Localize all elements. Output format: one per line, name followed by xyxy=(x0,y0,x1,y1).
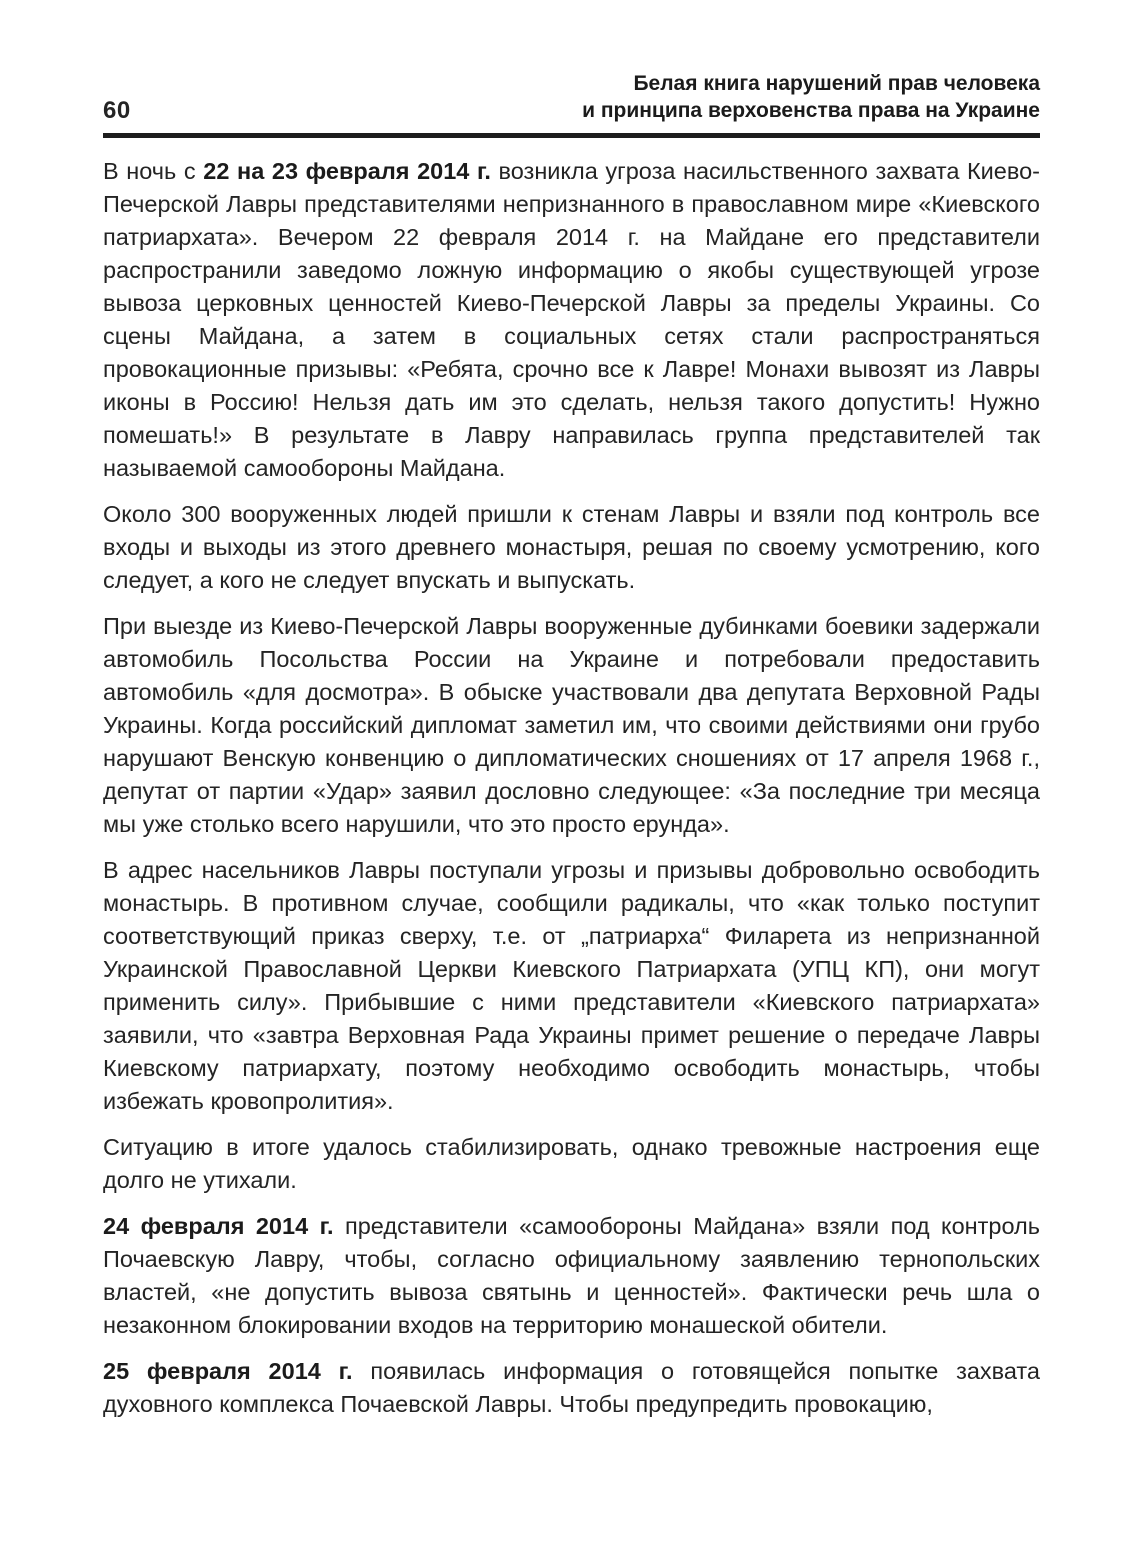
paragraph-text: появилась информация о готовящейся попытке захвата духовного комплекса Почаевской Лавры. Чтобы предупредить провокацию, xyxy=(103,1358,1041,1417)
running-title-line-2: и принципа верховенства права на Украине xyxy=(582,99,1040,122)
paragraph-3 xyxy=(103,610,1040,841)
paragraph-1 xyxy=(103,155,1040,485)
page-number: 60 xyxy=(103,97,131,124)
paragraph-7 xyxy=(103,1355,1040,1421)
paragraph-4 xyxy=(103,854,1040,1118)
paragraph-2 xyxy=(103,498,1040,597)
page-header xyxy=(103,70,1040,124)
paragraph-text: представители «самообороны Майдана» взяли под контроль Почаевскую Лавру, чтобы, согласно официальному заявлению тернопольских властей, «не допустить вывоза святынь и ценностей». Фактически речь шла о незаконном блокировании входов на территорию монашеской обители. xyxy=(103,1213,1040,1338)
date-emphasis: 24 февраля 2014 г. xyxy=(103,1213,334,1239)
document-body xyxy=(103,155,1040,1421)
paragraph-5 xyxy=(103,1131,1040,1197)
paragraph-text: При выезде из Киево-Печерской Лавры вооруженные дубинками боевики задержали автомобиль Посольства России на Украине и потребовали предоставить автомобиль «для досмотра». В обыске участвовали два депутата Верховной Рады Украины. Когда российский дипломат заметил им, что своими действиями они грубо нарушают Венскую конвенцию о дипломатических сношениях от 17 апреля 1968 г., депутат от партии «Удар» заявил дословно следующее: «За последние три месяца мы уже столько всего нарушили, что это просто ерунда». xyxy=(103,613,1040,837)
paragraph-text: возникла угроза насильственного захвата Киево-Печерской Лавры представителями непризнанного в православном мире «Киевского патриархата». Вечером 22 февраля 2014 г. на Майдане его представители распространили заведомо ложную информацию о якобы существующей угрозе вывоза церковных ценностей Киево-Печерской Лавры за пределы Украины. Со сцены Майдана, а затем в социальных сетях стали распространяться провокационные призывы: «Ребята, срочно все к Лавре! Монахи вывозят из Лавры иконы в Россию! Нельзя дать им это сделать, нельзя такого допустить! Нужно помешать!» В результате в Лавру направилась группа представителей так называемой самообороны Майдана. xyxy=(103,158,1040,481)
paragraph-text: В адрес насельников Лавры поступали угрозы и призывы добровольно освободить монастырь. В противном случае, сообщили радикалы, что «как только поступит соответствующий приказ сверху, т.е. от „патриарха“ Филарета из непризнанной Украинской Православной Церкви Киевского Патриархата (УПЦ КП), они могут применить силу». Прибывшие с ними представители «Киевского патриархата» заявили, что «завтра Верховная Рада Украины примет решение о передаче Лавры Киевскому патриархату, поэтому необходимо освободить монастырь, чтобы избежать кровопролития». xyxy=(103,857,1040,1114)
running-title-line-1: Белая книга нарушений прав человека xyxy=(633,72,1040,95)
page-content xyxy=(103,70,1040,1434)
running-title xyxy=(582,70,1040,124)
date-emphasis: 25 февраля 2014 г. xyxy=(103,1358,353,1384)
header-rule xyxy=(103,133,1040,138)
date-emphasis: 22 на 23 февраля 2014 г. xyxy=(203,158,491,184)
paragraph-text: Около 300 вооруженных людей пришли к стенам Лавры и взяли под контроль все входы и выходы из этого древнего монастыря, решая по своему усмотрению, кого следует, а кого не следует впускать и выпускать. xyxy=(103,501,1040,593)
paragraph-text: Ситуацию в итоге удалось стабилизировать, однако тревожные настроения еще долго не утихали. xyxy=(103,1134,1040,1193)
paragraph-text: В ночь с xyxy=(103,158,204,184)
paragraph-6 xyxy=(103,1210,1040,1342)
